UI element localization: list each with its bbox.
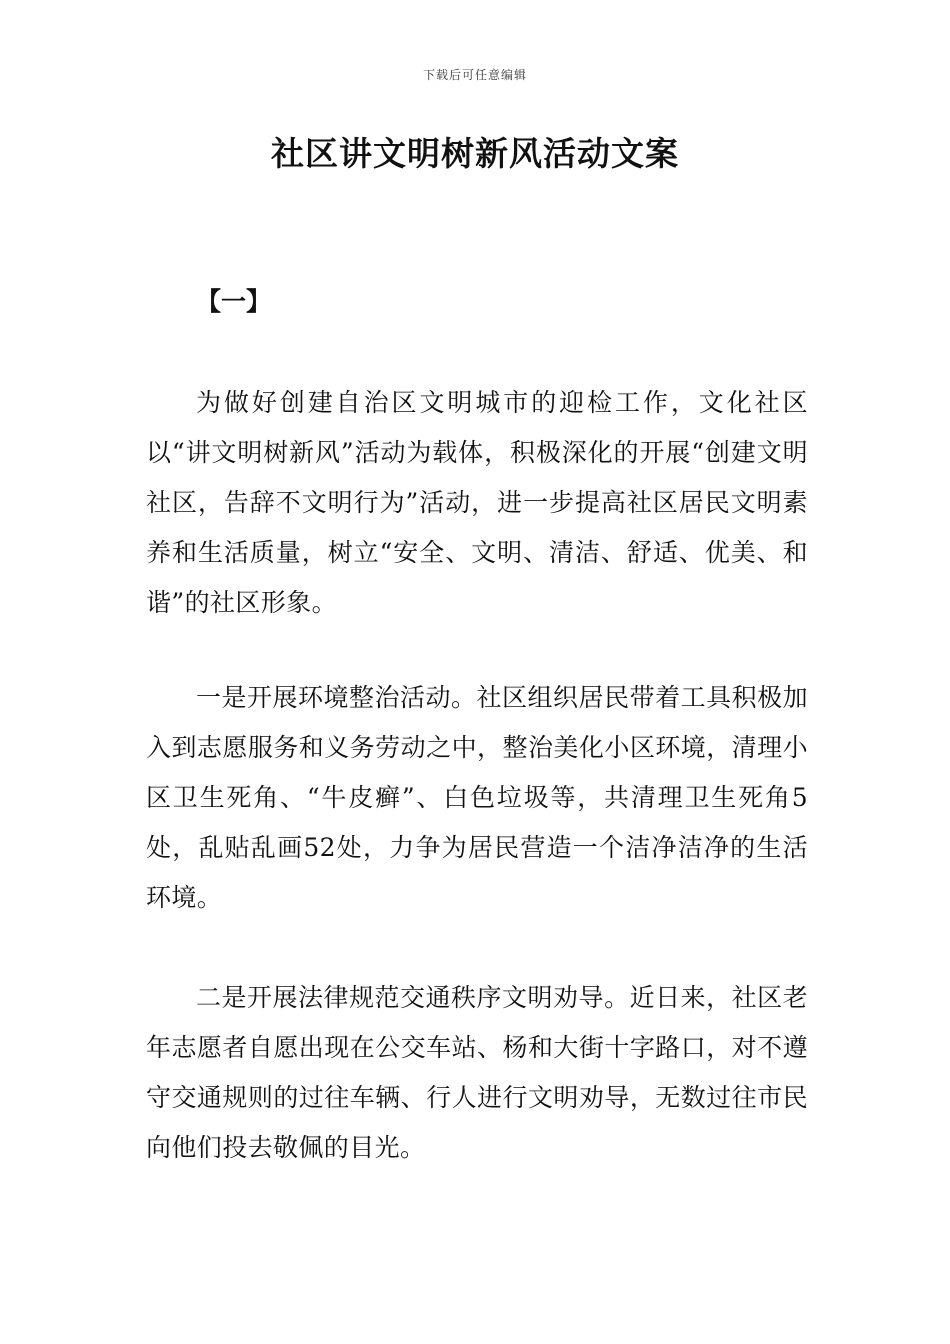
paragraph-traffic: 二是开展法律规范交通秩序文明劝导。近日来，社区老年志愿者自愿出现在公交车站、杨和大街十字路口，对不遵守交通规则的过往车辆、行人进行文明劝导，无数过往市民向他们投去敬佩的目光。	[146, 983, 808, 1162]
document-title: 社区讲文明树新风活动文案	[271, 134, 679, 173]
page-header-note: 下载后可任意编辑	[422, 68, 527, 82]
section-marker: 【一】	[196, 287, 272, 316]
paragraph-environment: 一是开展环境整治活动。社区组织居民带着工具积极加入到志愿服务和义务劳动之中，整治美化小区环境，清理小区卫生死角、“牛皮癣”、白色垃圾等，共清理卫生死角5处，乱贴乱画52处，力争为居民营造一个洁净洁净的生活环境。	[146, 683, 808, 912]
paragraph-intro: 为做好创建自治区文明城市的迎检工作，文化社区以“讲文明树新风”活动为载体，积极深化的开展“创建文明社区，告辞不文明行为”活动，进一步提高社区居民文明素养和生活质量，树立“安全、文明、清洁、舒适、优美、和谐”的社区形象。	[146, 388, 808, 617]
